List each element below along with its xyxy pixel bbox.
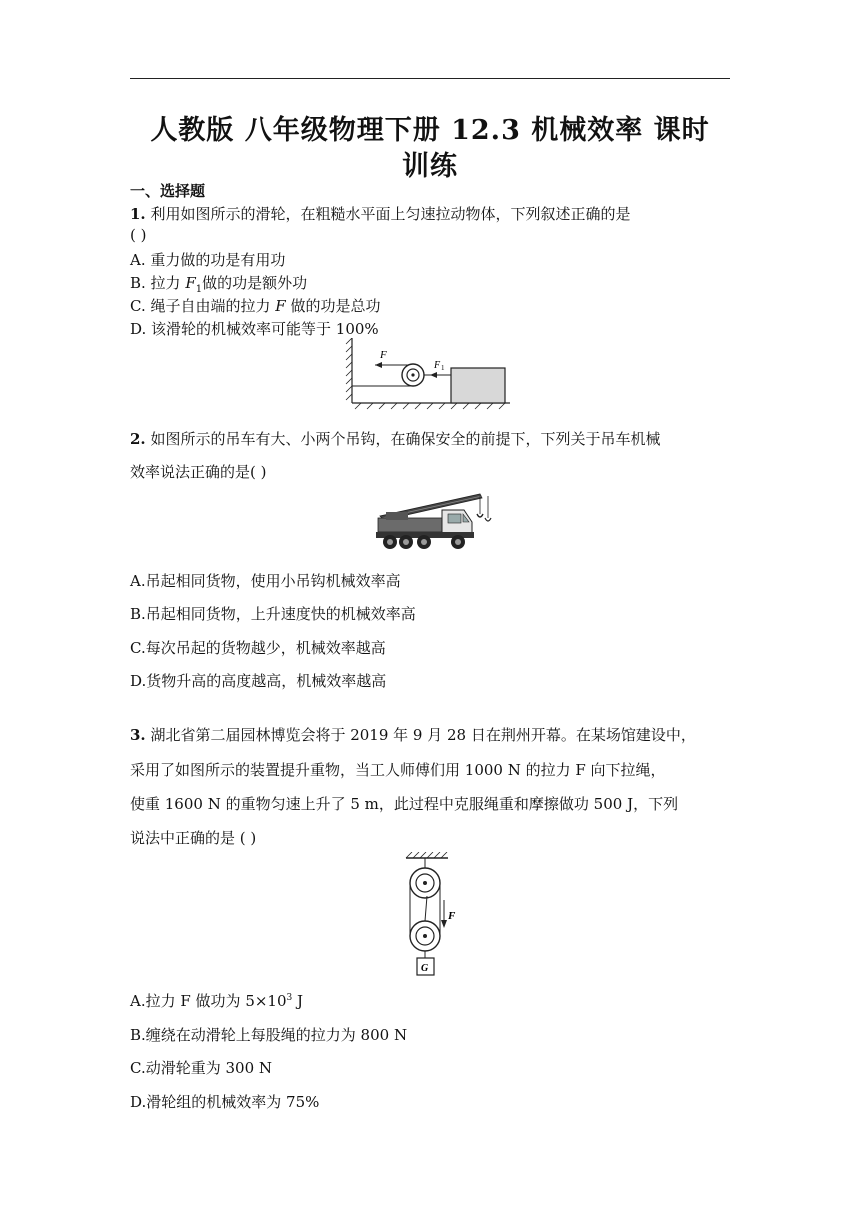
q3-figure-label-F: F	[448, 910, 456, 922]
q3-option-d: D.滑轮组的机械效率为 75%	[130, 1093, 320, 1111]
q2-option-a: A.吊起相同货物，使用小吊钩机械效率高	[130, 572, 401, 590]
q3-pulley-block-figure	[400, 852, 470, 980]
q3-option-b: B.缠绕在动滑轮上每股绳的拉力为 800 N	[130, 1026, 408, 1044]
q2-option-c: C.每次吊起的货物越少，机械效率越高	[130, 639, 386, 657]
q1-stem-line1	[130, 203, 630, 224]
q3-option-c: C.动滑轮重为 300 N	[130, 1059, 273, 1077]
q3-figure-label-G: G	[421, 963, 429, 974]
q2-stem-line1: 2. 如图所示的吊车有大、小两个吊钩，在确保安全的前提下，下列关于吊车机械	[130, 430, 661, 448]
q1-option-a: A. 重力做的功是有用功	[130, 251, 286, 269]
header-rule	[130, 78, 730, 79]
q1-figure-label-F1-sub: 1	[441, 364, 445, 372]
section-heading: 一、选择题	[130, 182, 206, 200]
q3-stem-line2: 采用了如图所示的装置提升重物，当工人师傅们用 1000 N 的拉力 F 向下拉绳，	[130, 761, 666, 779]
q1-figure-label-F1: F	[434, 360, 441, 371]
page-title-line2: 训练	[402, 151, 458, 182]
q1-number: 1.	[130, 205, 146, 223]
q2-crane-truck-image	[372, 488, 496, 554]
q1-option-c: C. 绳子自由端的拉力 F 做的功是总功	[130, 297, 381, 315]
q1-option-b: B. 拉力 $F_1$做的功是额外功	[130, 274, 308, 295]
q3-stem-line1: 3. 湖北省第二届园林博览会将于 2019 年 9 月 28 日在荆州开幕。在某场馆建设中，	[130, 726, 696, 744]
q1-pulley-figure	[345, 338, 515, 410]
q2-stem-line2: 效率说法正确的是( )	[130, 463, 267, 481]
q2-option-d: D.货物升高的高度越高，机械效率越高	[130, 672, 387, 690]
q1-option-d: D. 该滑轮的机械效率可能等于 100%	[130, 320, 379, 338]
q3-option-a: A.拉力 F 做功为 $5\times 10^3$ J	[130, 992, 304, 1010]
q1-figure-label-F: F	[380, 349, 387, 361]
q1-stem-line2: ( )	[130, 226, 147, 244]
q3-stem-line3: 使重 1600 N 的重物匀速上升了 5 m，此过程中克服绳重和摩擦做功 500 J，下列	[130, 795, 679, 813]
q1-stem-text: 利用如图所示的滑轮，在粗糙水平面上匀速拉动物体，下列叙述正确的是	[150, 205, 631, 223]
q3-number: 3.	[130, 726, 146, 744]
q2-number: 2.	[130, 430, 146, 448]
page-title-line1: 人教版 八年级物理下册 12.3 机械效率 课时	[150, 115, 710, 146]
q3-stem-line4: 说法中正确的是 ( )	[130, 829, 257, 847]
q2-option-b: B.吊起相同货物，上升速度快的机械效率高	[130, 605, 416, 623]
